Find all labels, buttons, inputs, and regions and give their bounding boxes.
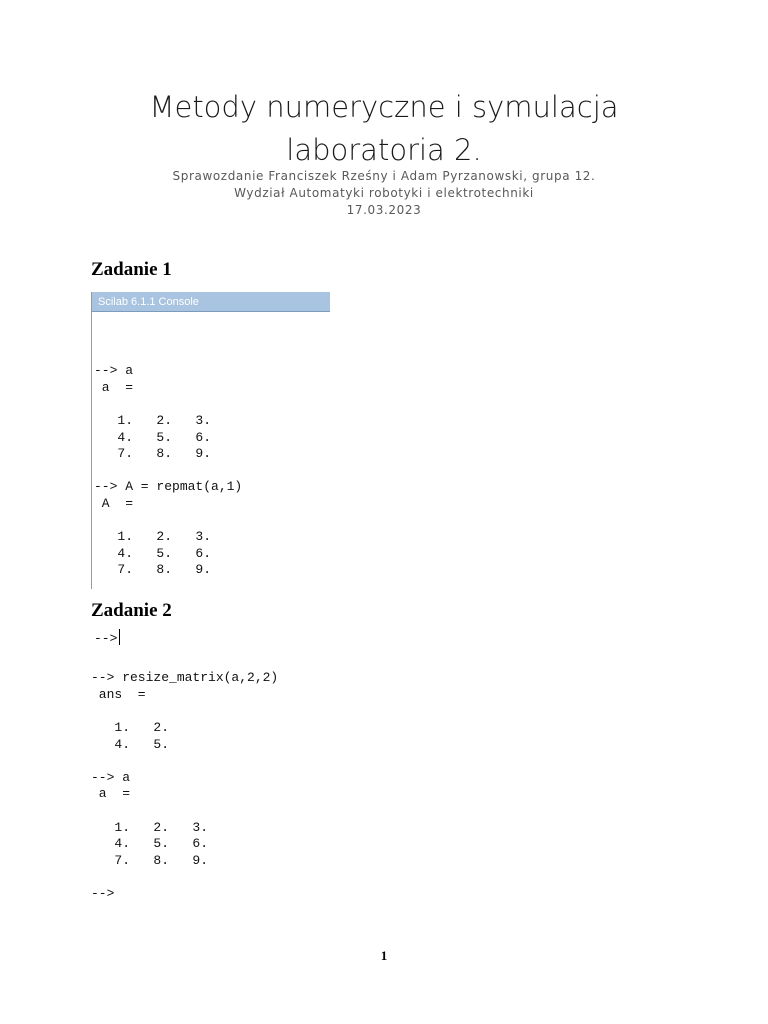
- console-line: --> a: [91, 769, 131, 785]
- console-line: [91, 753, 278, 770]
- console-line: [94, 513, 242, 530]
- console-lines: [94, 363, 242, 595]
- console-line: [94, 396, 242, 413]
- page-number: 1: [380, 948, 388, 963]
- console-line: --> a: [94, 363, 134, 379]
- console-line: 4. 5.: [91, 736, 170, 752]
- console-line: 7. 8. 9.: [94, 562, 212, 578]
- task2-console-output: [91, 637, 278, 919]
- console-line: 7. 8. 9.: [94, 446, 212, 462]
- document-subtitle: [0, 168, 768, 219]
- console-line: [91, 803, 278, 820]
- console-output: [94, 330, 242, 680]
- title-line-2: laboratoria 2.: [286, 133, 482, 167]
- task2-heading: Zadanie 2: [91, 600, 172, 621]
- console-line: 4. 5. 6.: [91, 836, 209, 852]
- console-line: 7. 8. 9.: [91, 852, 209, 868]
- console-line: --> resize_matrix(a,2,2): [91, 670, 279, 686]
- console-line: [91, 869, 278, 886]
- console-line: [94, 463, 242, 480]
- console-line: 1. 2. 3.: [91, 819, 209, 835]
- subtitle-authors: Sprawozdanie Franciszek Rześny i Adam Pyrzanowski, grupa 12.: [172, 169, 596, 183]
- console-line: ans =: [91, 686, 146, 702]
- console-line: [94, 579, 242, 596]
- console-line: 1. 2. 3.: [94, 529, 212, 545]
- subtitle-date: 17.03.2023: [346, 203, 422, 217]
- console-titlebar: Scilab 6.1.1 Console: [92, 292, 330, 312]
- console-line: A =: [94, 495, 134, 511]
- console-line: -->: [91, 885, 115, 901]
- task1-heading: Zadanie 1: [91, 259, 172, 280]
- subtitle-faculty: Wydział Automatyki robotyki i elektrotechniki: [234, 186, 534, 200]
- console-line: a =: [94, 379, 134, 395]
- console-line: 4. 5. 6.: [94, 545, 212, 561]
- console-line: 1. 2.: [91, 719, 170, 735]
- console-line: --> A = repmat(a,1): [94, 479, 243, 495]
- console-line: 1. 2. 3.: [94, 412, 212, 428]
- document-title: [0, 86, 768, 172]
- console-line: a =: [91, 786, 131, 802]
- console-line: 4. 5. 6.: [94, 429, 212, 445]
- console-line: [91, 703, 278, 720]
- title-line-1: Metody numeryczne i symulacja: [149, 90, 619, 124]
- console-lines: [91, 670, 278, 902]
- console-prompt: -->: [94, 630, 118, 646]
